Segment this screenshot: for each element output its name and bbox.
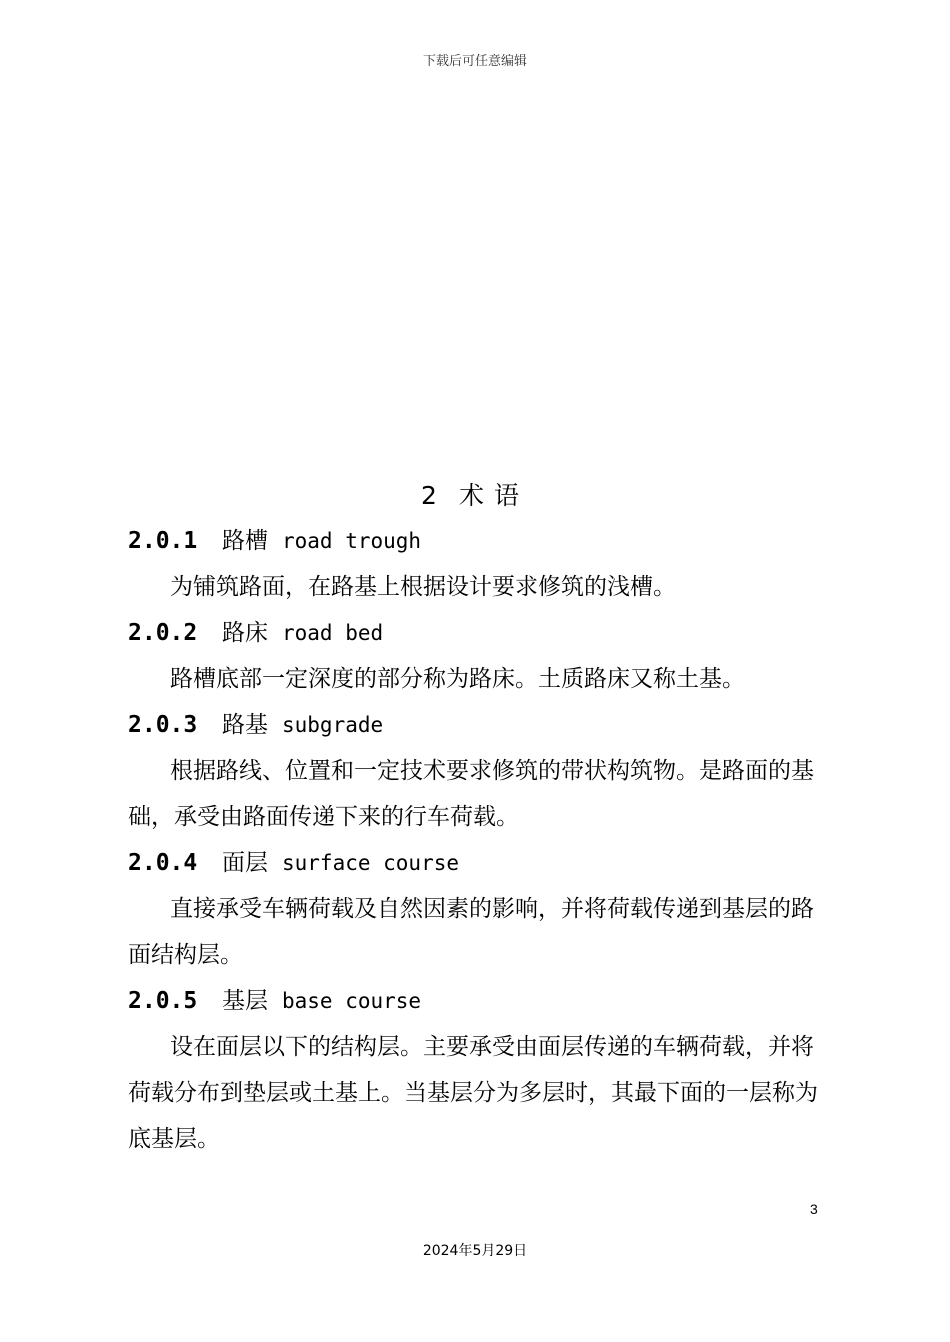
term-chinese: 基层 [222,988,268,1014]
header-note: 下载后可任意编辑 [422,54,527,69]
term-number: 2.0.2 [128,620,198,646]
section-number: 2 [421,481,437,510]
term-definition: 根据路线、位置和一定技术要求修筑的带状构筑物。是路面的基础，承受由路面传递下来的行车荷载。 [128,758,814,830]
page-number: 3 [810,1201,818,1217]
footer-date: 2024年5月29日 [422,1243,528,1259]
term-number: 2.0.5 [128,988,198,1014]
term-definition: 路槽底部一定深度的部分称为路床。土质路床又称土基。 [170,666,745,692]
term-english: subgrade [282,713,384,737]
term-english: surface course [282,851,460,875]
term-english: road trough [282,529,422,553]
term-definition: 设在面层以下的结构层。主要承受由面层传递的车辆荷载，并将荷载分布到垫层或土基上。当基层分为多层时，其最下面的一层称为底基层。 [128,1034,818,1152]
term-english: base course [282,989,422,1013]
term-heading [128,702,823,748]
term-number: 2.0.1 [128,528,198,554]
term-heading [128,978,823,1024]
term-chinese: 路床 [222,620,268,646]
section-title [0,478,950,514]
term-english: road bed [282,621,384,645]
term-heading [128,840,823,886]
term-heading [128,610,823,656]
term-number: 2.0.3 [128,712,198,738]
section-name: 术语 [458,481,529,510]
term-definition: 直接承受车辆荷载及自然因素的影响，并将荷载传递到基层的路面结构层。 [128,896,814,968]
term-chinese: 路槽 [222,528,268,554]
term-chinese: 面层 [222,850,268,876]
term-chinese: 路基 [222,712,268,738]
terms-list [128,518,823,1162]
term-heading [128,518,823,564]
term-definition: 为铺筑路面，在路基上根据设计要求修筑的浅槽。 [170,574,676,600]
term-number: 2.0.4 [128,850,198,876]
